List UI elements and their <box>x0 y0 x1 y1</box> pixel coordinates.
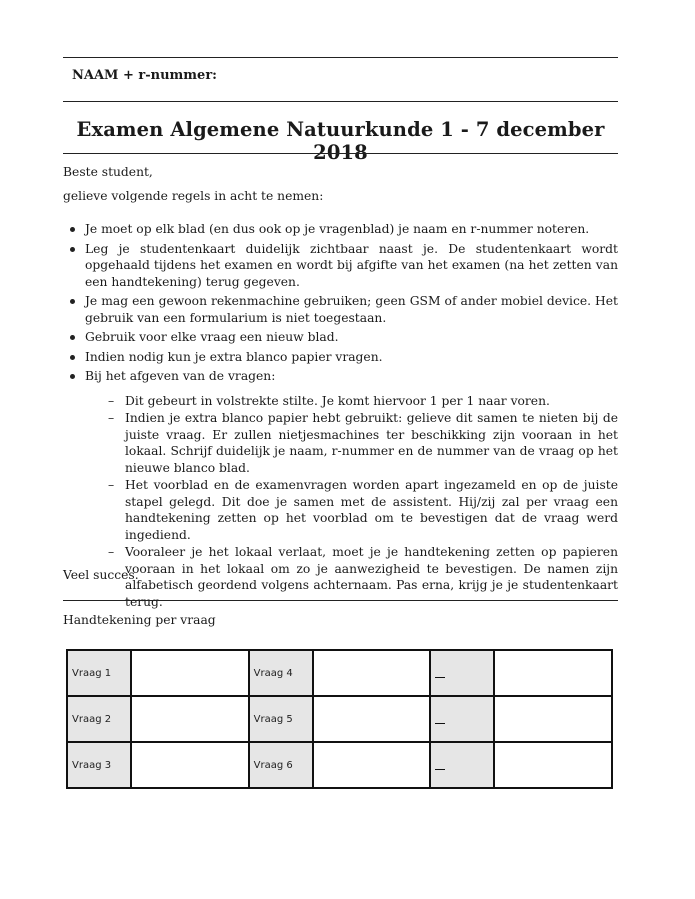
signature-box[interactable] <box>313 650 431 696</box>
signature-rule <box>63 600 618 601</box>
bullet-icon <box>70 247 75 252</box>
exam-title: Examen Algemene Natuurkunde 1 - 7 december 2018 <box>76 118 605 164</box>
bullet-icon <box>70 335 75 340</box>
rule-item: Gebruik voor elke vraag een nieuw blad. <box>63 329 618 346</box>
blank-line <box>435 769 445 770</box>
bullet-icon <box>70 227 75 232</box>
empty-question-label <box>430 742 494 788</box>
signature-heading: Handtekening per vraag <box>63 613 216 627</box>
subrule-item: – Vooraleer je het lokaal verlaat, moet je je handtekening zetten op papieren vooraan in het lokaal om zo je aanwezigheid te bevestigen. De namen zijn alfabetisch geordend volgens achternaam. Pas erna, krijg je je studentenkaart terug. <box>108 545 618 609</box>
title-rule <box>63 153 618 154</box>
signature-box[interactable] <box>131 650 249 696</box>
empty-question-label <box>430 650 494 696</box>
intro-lead: gelieve volgende regels in acht te nemen: <box>63 189 324 203</box>
blank-line <box>435 723 445 724</box>
empty-question-label <box>430 696 494 742</box>
signature-row <box>67 742 612 788</box>
name-field-label: NAAM + r-nummer: <box>72 68 217 83</box>
question-label: Vraag 4 <box>249 650 313 696</box>
question-label: Vraag 6 <box>249 742 313 788</box>
signature-box[interactable] <box>494 650 612 696</box>
subrule-item: – Dit gebeurt in volstrekte stilte. Je komt hiervoor 1 per 1 naar voren. <box>108 393 550 408</box>
submission-rules-list <box>85 393 618 611</box>
signature-box[interactable] <box>494 696 612 742</box>
rule-item: Je moet op elk blad (en dus ook op je vragenblad) je naam en r-nummer noteren. <box>63 221 618 238</box>
signature-box[interactable] <box>131 696 249 742</box>
header-rule <box>63 101 618 102</box>
blank-line <box>435 677 445 678</box>
rules-list <box>63 221 618 613</box>
rule-item: Je mag een gewoon rekenmachine gebruiken; geen GSM of ander mobiel device. Het gebruik van een formularium is niet toegestaan. <box>63 293 618 326</box>
question-label: Vraag 1 <box>67 650 131 696</box>
rule-item: Bij het afgeven van de vragen: – Dit gebeurt in volstrekte stilte. Je komt hiervoor 1 per 1 naar voren. – Indien je extra blanco papier hebt gebruikt: gelieve dit samen te nieten bij de juiste vraag. Er zullen nietjesmachines ter beschikking zijn vooraan in het lokaal. Schrijf duidelijk je naam, r-nummer en de nummer van de vraag op het nieuwe blanco blad. – Het voorblad en de examenvragen worden apart ingezameld en op de juiste stapel gelegd. Dit doe je samen met de assistent. Hij/zij zal per vraag een handtekening zetten op het voorblad om te bevestigen dat de vraag werd ingediend. – Vooraleer je het lokaal verlaat, moet je je handtekening zetten op papieren vooraan in het lokaal om zo je aanwezigheid te bevestigen. De namen zijn alfabetisch geordend volgens achternaam. Pas erna, krijg je je studentenkaart terug. <box>63 368 618 610</box>
bullet-icon <box>70 299 75 304</box>
dash-icon: – <box>108 411 115 425</box>
bullet-icon <box>70 374 75 379</box>
greeting: Beste student, <box>63 165 153 179</box>
signature-row <box>67 696 612 742</box>
signature-box[interactable] <box>313 696 431 742</box>
dash-icon: – <box>108 393 115 408</box>
rule-item: Indien nodig kun je extra blanco papier vragen. <box>63 349 618 366</box>
subrule-item: – Indien je extra blanco papier hebt gebruikt: gelieve dit samen te nieten bij de juiste vraag. Er zullen nietjesmachines ter beschikking zijn vooraan in het lokaal. Schrijf duidelijk je naam, r-nummer en de nummer van de vraag op het nieuwe blanco blad. <box>108 411 618 475</box>
bullet-icon <box>70 355 75 360</box>
question-label: Vraag 2 <box>67 696 131 742</box>
question-label: Vraag 3 <box>67 742 131 788</box>
dash-icon: – <box>108 478 115 492</box>
signature-box[interactable] <box>494 742 612 788</box>
dash-icon: – <box>108 545 115 559</box>
signature-box[interactable] <box>313 742 431 788</box>
signature-row <box>67 650 612 696</box>
signature-table <box>66 649 613 789</box>
subrule-item: – Het voorblad en de examenvragen worden apart ingezameld en op de juiste stapel gelegd. Dit doe je samen met de assistent. Hij/zij zal per vraag een handtekening zetten op het voorblad om te bevestigen dat de vraag werd ingediend. <box>108 478 618 542</box>
top-rule <box>63 57 618 58</box>
closing-text: Veel succes. <box>63 568 139 582</box>
signature-box[interactable] <box>131 742 249 788</box>
question-label: Vraag 5 <box>249 696 313 742</box>
rule-item: Leg je studentenkaart duidelijk zichtbaar naast je. De studentenkaart wordt opgehaald tijdens het examen en wordt bij afgifte van het examen (na het zetten van een handtekening) terug gegeven. <box>63 241 618 291</box>
